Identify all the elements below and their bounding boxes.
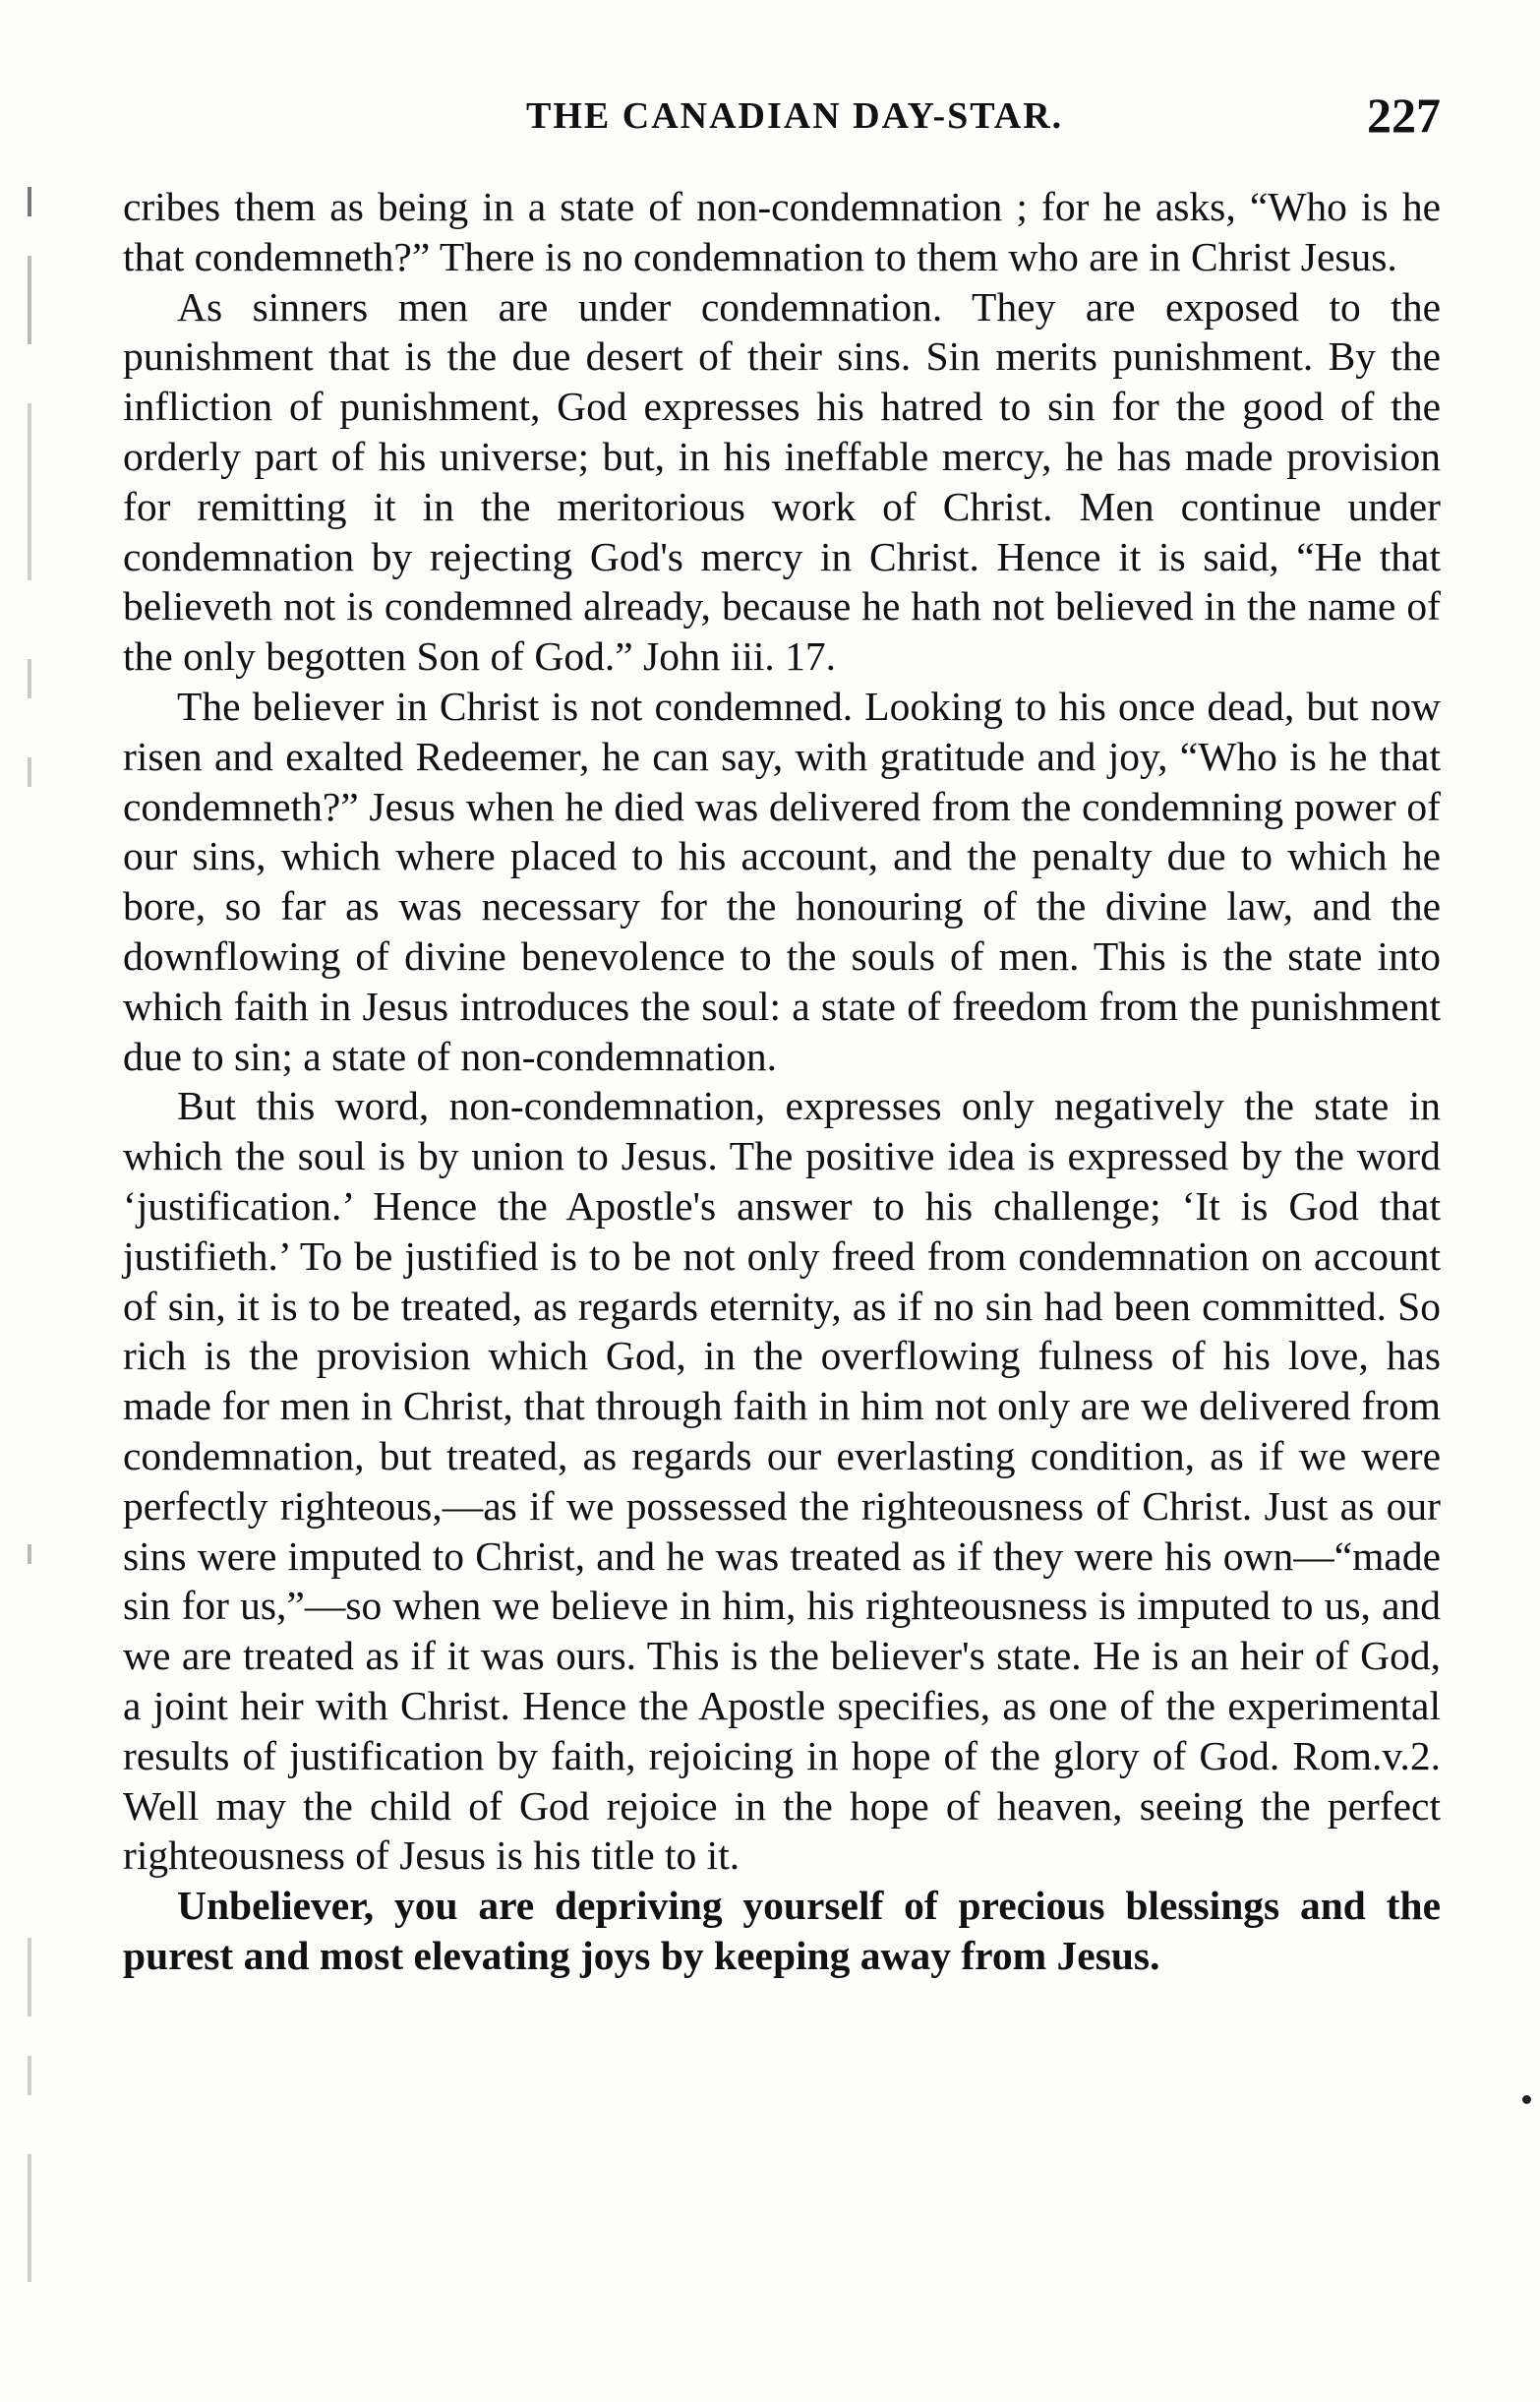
ink-speck (1522, 2095, 1531, 2104)
scan-mark (28, 256, 31, 344)
page-number: 227 (1367, 88, 1441, 143)
paragraph-unbeliever: Unbeliever, you are depriving yourself of precious blessings and the purest and most elevating joys by keeping away from Jesus. (123, 1883, 1441, 1978)
article-body (123, 182, 1441, 1981)
scan-mark (28, 2154, 31, 2282)
scan-mark (28, 187, 31, 216)
scan-mark (28, 1544, 31, 1564)
scan-mark (28, 403, 31, 580)
scan-mark (28, 757, 31, 787)
scan-mark (28, 2056, 31, 2095)
running-title: THE CANADIAN DAY-STAR. (526, 95, 1064, 137)
paragraph-condemnation: As sinners men are under condemnation. They are exposed to the punishment that is the due desert of their sins. Sin merits punishment. By the infliction of punishment, God expresses his hatred to sin for the good of the orderly part of his universe; but, in his ineffable mercy, he has made provision for remitting it in the meritorious work of Christ. Men continue under condemnation by rejecting God's mercy in Christ. Hence it is said, “He that believeth not is condemned already, because he hath not believed in the name of the only begotten Son of God.” John iii. 17. (123, 283, 1441, 680)
paragraph-justification: But this word, non-condemnation, expresses only negatively the state in which the soul is by union to Jesus. The positive idea is expressed by the word ‘justification.’ Hence the Apostle's answer to his challenge; ‘It is God that justifieth.’ To be justified is to be not only freed from condemnation on account of sin, it is to be treated, as regards eternity, as if no sin had been committed. So rich is the provision which God, in the overflowing fulness of his love, has made for men in Christ, that through faith in him not only are we delivered from condemnation, but treated, as regards our everlasting condition, as if we were perfectly righteous,—as if we possessed the righteousness of Christ. Just as our sins were imputed to Christ, and he was treated as if they were his own—“made sin for us,”—so when we believe in him, his righteousness is imputed to us, and we are treated as if it was ours. This is the believer's state. He is an heir of God, a joint heir with Christ. Hence the Apostle specifies, as one of the experimental results of justification by faith, rejoicing in hope of the glory of God. Rom.v.2. Well may the child of God rejoice in the hope of heaven, seeing the perfect righteousness of Jesus is his title to it. (123, 1083, 1441, 1879)
gutter-scan-marks (28, 187, 57, 2302)
scan-mark (28, 1938, 31, 2016)
scan-mark (28, 659, 31, 698)
paragraph-believer-not-condemned: The believer in Christ is not condemned. Looking to his once dead, but now risen and exalted Redeemer, he can say, with gratitude and joy, “Who is he that condemneth?” Jesus when he died was delivered from the condemning power of our sins, which where placed to his account, and the penalty due to which he bore, so far as was necessary for the honouring of the divine law, and the downflowing of divine benevolence to the souls of men. This is the state into which faith in Jesus introduces the soul: a state of freedom from the punishment due to sin; a state of non-condemnation. (123, 683, 1441, 1079)
paragraph-continuation: cribes them as being in a state of non-condemnation ; for he asks, “Who is he that condemneth?” There is no condemnation to them who are in Christ Jesus. (123, 184, 1441, 279)
page-header (123, 87, 1441, 155)
